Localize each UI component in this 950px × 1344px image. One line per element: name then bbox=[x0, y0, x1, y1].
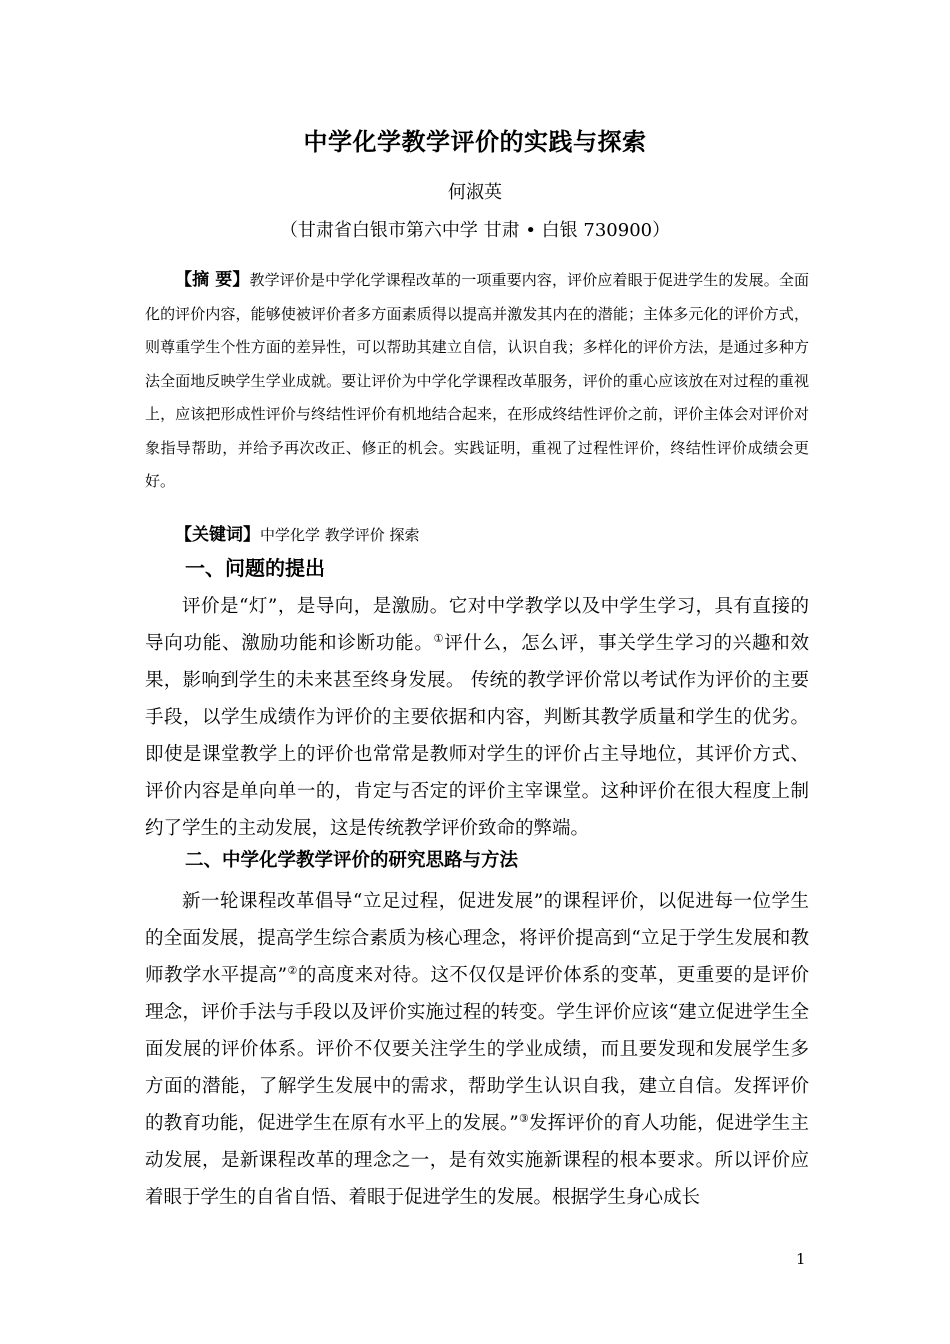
page-title: 中学化学教学评价的实践与探索 bbox=[303, 127, 647, 156]
page-number: 1 bbox=[796, 1250, 806, 1268]
section-heading-2: 二、中学化学教学评价的研究思路与方法 bbox=[185, 850, 519, 871]
abstract-text: 教学评价是中学化学课程改革的一项重要内容，评价应着眼于促进学生的发展。全面化的评价内容，能够使被评价者多方面素质得以提高并激发其内在的潜能；主体多元化的评价方式，则尊重学生个性方面的差异性，可以帮助其建立自信，认识自我；多样化的评价方法，是通过多种方法全面地反映学生学业成就。要让评价为中学化学课程改革服务，评价的重心应该放在对过程的重视上，应该把形成性评价与终结性评价有机地结合起来，在形成终结性评价之前，评价主体会对评价对象指导帮助，并给予再次改正、修正的机会。实践证明，重视了过程性评价，终结性评价成绩会更好。 bbox=[145, 271, 809, 490]
section-1-paragraph bbox=[145, 588, 809, 847]
keywords-label: 【关键词】 bbox=[175, 525, 260, 545]
section-2-text-b: 的高度来对待。这不仅仅是评价体系的变革，更重要的是评价理念，评价手法与手段以及评价实施过程的转变。学生评价应该“建立促进学生全面发展的评价体系。评价不仅要关注学生的学业成绩，而且要发现和发展学生多方面的潜能，了解学生发展中的需求，帮助学生认识自我，建立自信。发挥评价的教育功能，促进学生在原有水平上的发展。” bbox=[145, 965, 809, 1134]
keywords-line bbox=[175, 520, 815, 545]
section-1-text-b: 评什么，怎么评，事关学生学习的兴趣和效果，影响到学生的未来甚至终身发展。 传统的教学评价常以考试作为评价的主要手段，以学生成绩作为评价的主要依据和内容，判断其教学质量和学生的优劣。即使是课堂教学上的评价也常常是教师对学生的评价占主导地位，其评价方式、评价内容是单向单一的，肯定与否定的评价主宰课堂。这种评价在很大程度上制约了学生的主动发展，这是传统教学评价致命的弊端。 bbox=[145, 633, 809, 839]
section-heading-1: 一、问题的提出 bbox=[185, 556, 325, 580]
section-2-text-c: 发挥评价的育人功能，促进学生主动发展，是新课程改革的理念之一，是有效实施新课程的根本要求。所以评价应着眼于学生的自省自悟、着眼于促进学生的发展。根据学生身心成长 bbox=[145, 1113, 809, 1208]
section-2-paragraph bbox=[145, 883, 809, 1216]
author-name: 何淑英 bbox=[448, 182, 502, 203]
author-affiliation: （甘肃省白银市第六中学 甘肃 • 白银 730900） bbox=[279, 220, 671, 241]
footnote-ref-2: ② bbox=[287, 963, 298, 977]
abstract-label: 【摘 要】 bbox=[175, 270, 250, 290]
keywords-text: 中学化学 教学评价 探索 bbox=[260, 526, 420, 544]
section-2-text-a: 新一轮课程改革倡导“立足过程，促进发展”的课程评价，以促进每一位学生的全面发展，提高学生综合素质为核心理念，将评价提高到“立足于学生发展和教师教学水平提高” bbox=[145, 891, 809, 986]
footnote-ref-3: ③ bbox=[518, 1111, 529, 1125]
footnote-ref-1: ① bbox=[433, 631, 445, 645]
abstract-paragraph bbox=[145, 264, 809, 499]
section-1-text-a: 评价是“灯”，是导向，是激励。它对中学教学以及中学生学习，具有直接的导向功能、激励功能和诊断功能。 bbox=[145, 596, 809, 654]
